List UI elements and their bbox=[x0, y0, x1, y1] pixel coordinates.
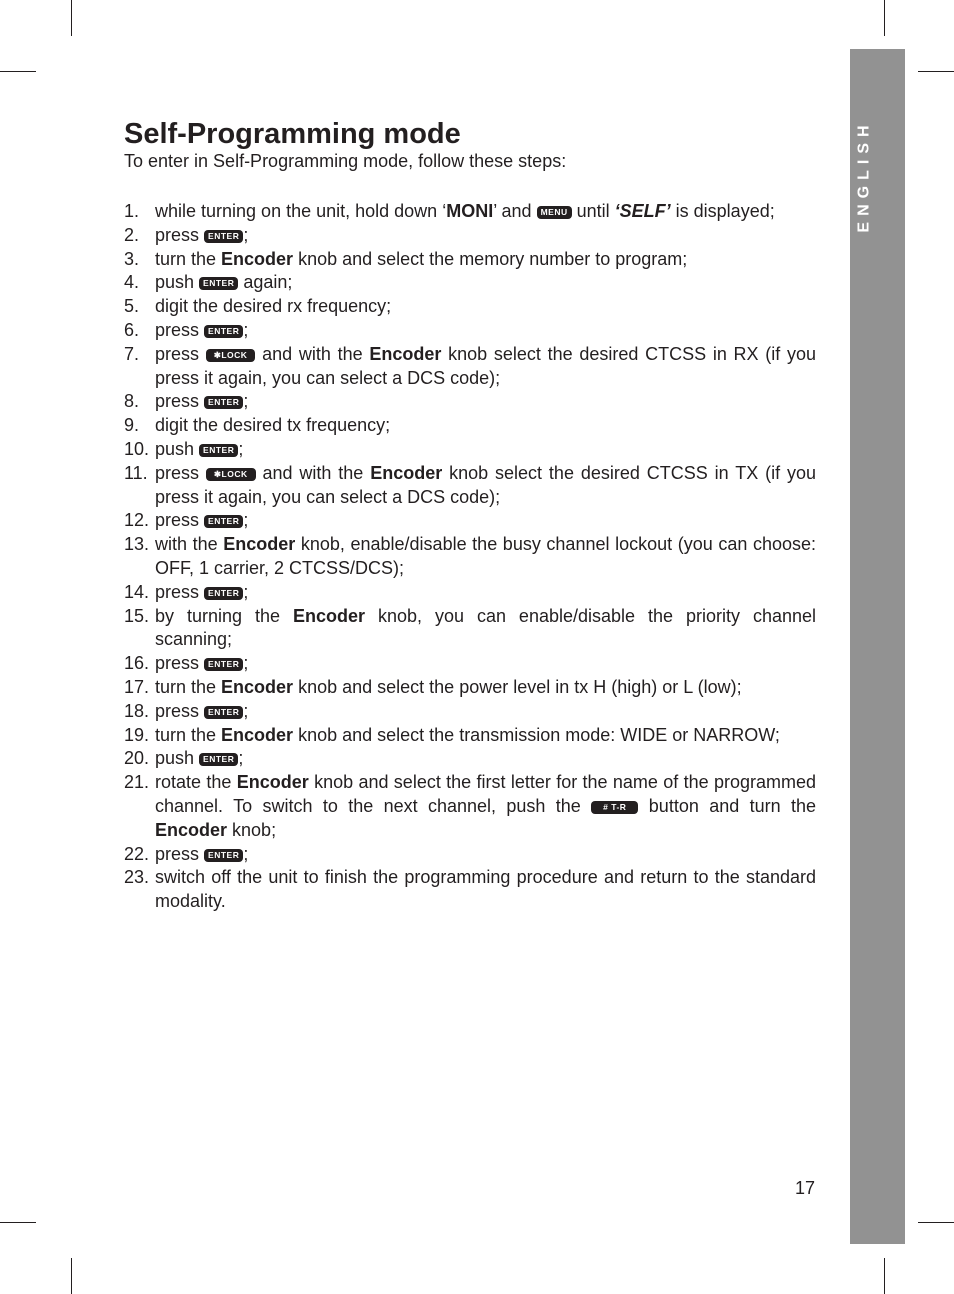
step-item bbox=[124, 676, 816, 700]
text-run: ; bbox=[243, 391, 249, 412]
tr-key-icon: # T-R bbox=[591, 801, 638, 814]
text-run: turn the bbox=[155, 676, 222, 697]
enter-key-icon: ENTER bbox=[204, 849, 243, 862]
text-run: press bbox=[155, 319, 205, 340]
step-text bbox=[155, 414, 816, 438]
text-run: ; bbox=[243, 581, 249, 602]
bold-term: Encoder bbox=[370, 462, 443, 483]
step-number: 3. bbox=[124, 248, 140, 269]
bold-term: Encoder bbox=[155, 819, 228, 840]
step-text bbox=[155, 248, 816, 272]
step-number: 18. bbox=[124, 700, 150, 721]
text-run: push bbox=[155, 748, 200, 769]
crop-mark-bottom-left-h bbox=[0, 1222, 36, 1223]
step-text bbox=[155, 747, 816, 771]
step-item bbox=[124, 200, 816, 224]
step-number: 8. bbox=[124, 391, 140, 412]
crop-mark-top-left bbox=[71, 0, 72, 36]
step-number: 5. bbox=[124, 296, 140, 317]
text-run: turn the bbox=[155, 248, 222, 269]
step-text bbox=[155, 200, 816, 224]
text-run: ; bbox=[238, 748, 244, 769]
text-run: press bbox=[155, 653, 205, 674]
bold-italic-term: ‘SELF’ bbox=[614, 201, 671, 221]
lock-key-icon: ✱LOCK bbox=[206, 349, 256, 362]
text-run: rotate the bbox=[155, 772, 237, 793]
step-item bbox=[124, 509, 816, 533]
step-number: 14. bbox=[124, 581, 150, 602]
crop-mark-top-left-h bbox=[0, 71, 36, 72]
step-item bbox=[124, 581, 816, 605]
text-run: push bbox=[155, 438, 200, 459]
step-item bbox=[124, 271, 816, 295]
text-run: knob and select the power level in tx H (high) or L (low); bbox=[293, 676, 742, 697]
step-number: 16. bbox=[124, 653, 150, 674]
step-number: 7. bbox=[124, 343, 140, 364]
text-run: and with the bbox=[255, 343, 370, 364]
crop-mark-bottom-left bbox=[71, 1258, 72, 1294]
step-item bbox=[124, 319, 816, 343]
step-text bbox=[155, 843, 816, 867]
text-run: ; bbox=[243, 319, 249, 340]
text-run: ; bbox=[243, 224, 249, 245]
bold-term: MONI bbox=[446, 201, 494, 221]
step-item bbox=[124, 724, 816, 748]
text-run: knob and select the transmission mode: WIDE or NARROW; bbox=[293, 724, 780, 745]
step-item bbox=[124, 295, 816, 319]
lock-key-icon: ✱LOCK bbox=[206, 468, 256, 481]
text-run: again; bbox=[238, 272, 293, 293]
step-number: 12. bbox=[124, 510, 150, 531]
text-run: with the bbox=[155, 534, 224, 555]
text-run: press bbox=[155, 581, 205, 602]
step-text bbox=[155, 866, 816, 914]
page-number: 17 bbox=[795, 1178, 816, 1198]
text-run: ; bbox=[243, 700, 249, 721]
enter-key-icon: ENTER bbox=[199, 444, 238, 457]
step-item bbox=[124, 462, 816, 510]
enter-key-icon: ENTER bbox=[204, 587, 243, 600]
step-text bbox=[155, 509, 816, 533]
text-run: press bbox=[155, 700, 205, 721]
text-run: button and turn the bbox=[638, 795, 816, 816]
menu-key-icon: MENU bbox=[537, 206, 572, 219]
enter-key-icon: ENTER bbox=[204, 230, 243, 243]
step-number: 11. bbox=[124, 462, 148, 483]
enter-key-icon: ENTER bbox=[204, 396, 243, 409]
step-item bbox=[124, 843, 816, 867]
enter-key-icon: ENTER bbox=[199, 277, 238, 290]
text-run: ’ and bbox=[493, 201, 537, 221]
text-run: digit the desired rx frequency; bbox=[155, 296, 392, 317]
text-run: press bbox=[155, 224, 205, 245]
step-text bbox=[155, 605, 816, 653]
text-run: and with the bbox=[255, 462, 371, 483]
bold-term: Encoder bbox=[221, 676, 294, 697]
step-item bbox=[124, 414, 816, 438]
text-run: press bbox=[155, 462, 206, 483]
text-run: knob and select the memory number to program; bbox=[293, 248, 688, 269]
step-number: 6. bbox=[124, 319, 140, 340]
text-run: ; bbox=[238, 438, 244, 459]
enter-key-icon: ENTER bbox=[204, 515, 243, 528]
step-item bbox=[124, 224, 816, 248]
step-text bbox=[155, 652, 816, 676]
step-item bbox=[124, 343, 816, 391]
page-title: Self-Programming mode bbox=[124, 118, 461, 150]
enter-key-icon: ENTER bbox=[204, 325, 243, 338]
step-item bbox=[124, 533, 816, 581]
step-text bbox=[155, 438, 816, 462]
step-item bbox=[124, 605, 816, 653]
text-run: knob; bbox=[227, 819, 277, 840]
crop-mark-top-right bbox=[884, 0, 885, 36]
text-run: knob select the desired CTCSS in TX (if you press it again, you can select a DCS code); bbox=[155, 462, 816, 507]
step-number: 20. bbox=[124, 748, 150, 769]
step-item bbox=[124, 248, 816, 272]
step-text bbox=[155, 462, 816, 510]
text-run: switch off the unit to finish the programming procedure and return to the standard modality. bbox=[155, 867, 816, 912]
enter-key-icon: ENTER bbox=[199, 753, 238, 766]
intro-text: To enter in Self-Programming mode, follow these steps: bbox=[124, 151, 567, 171]
text-run: ; bbox=[243, 510, 249, 531]
step-text bbox=[155, 533, 816, 581]
bold-term: Encoder bbox=[223, 534, 296, 555]
crop-mark-bottom-right-h bbox=[918, 1222, 954, 1223]
step-text bbox=[155, 676, 816, 700]
step-number: 15. bbox=[124, 605, 150, 626]
step-number: 1. bbox=[124, 201, 140, 221]
text-run: digit the desired tx frequency; bbox=[155, 415, 391, 436]
step-number: 21. bbox=[124, 772, 150, 793]
step-number: 9. bbox=[124, 415, 140, 436]
text-run: ; bbox=[243, 843, 249, 864]
text-run: ; bbox=[243, 653, 249, 674]
step-text bbox=[155, 271, 816, 295]
text-run: press bbox=[155, 391, 205, 412]
language-side-label-box bbox=[850, 120, 880, 232]
step-item bbox=[124, 866, 816, 914]
step-number: 2. bbox=[124, 224, 140, 245]
step-number: 4. bbox=[124, 272, 140, 293]
step-text bbox=[155, 771, 816, 842]
text-run: press bbox=[155, 510, 205, 531]
text-run: press bbox=[155, 343, 206, 364]
step-number: 22. bbox=[124, 843, 150, 864]
text-run: while turning on the unit, hold down ‘ bbox=[155, 201, 447, 221]
language-label: ENGLISH bbox=[856, 119, 873, 233]
step-number: 17. bbox=[124, 676, 150, 697]
step-item bbox=[124, 390, 816, 414]
step-text bbox=[155, 700, 816, 724]
step-item bbox=[124, 747, 816, 771]
step-text bbox=[155, 724, 816, 748]
text-run: push bbox=[155, 272, 200, 293]
step-item bbox=[124, 438, 816, 462]
text-run: turn the bbox=[155, 724, 222, 745]
step-number: 10. bbox=[124, 438, 150, 459]
bold-term: Encoder bbox=[369, 343, 442, 364]
step-item bbox=[124, 652, 816, 676]
crop-mark-top-right-h bbox=[918, 71, 954, 72]
text-run: knob and select the first letter for the name of the programmed channel. To switch to the next channel, push the bbox=[155, 772, 816, 816]
step-text bbox=[155, 581, 816, 605]
steps-list bbox=[124, 200, 816, 914]
step-text bbox=[155, 390, 816, 414]
bold-term: Encoder bbox=[236, 772, 309, 793]
text-run: press bbox=[155, 843, 205, 864]
enter-key-icon: ENTER bbox=[204, 658, 243, 671]
crop-mark-bottom-right bbox=[884, 1258, 885, 1294]
step-number: 19. bbox=[124, 724, 150, 745]
step-text bbox=[155, 224, 816, 248]
enter-key-icon: ENTER bbox=[204, 706, 243, 719]
step-number: 23. bbox=[124, 867, 150, 888]
text-run: knob, you can enable/disable the priority channel scanning; bbox=[155, 605, 816, 650]
step-number: 13. bbox=[124, 534, 150, 555]
bold-term: Encoder bbox=[292, 605, 365, 626]
text-run: knob, enable/disable the busy channel lockout (you can choose: OFF, 1 carrier, 2 CTCSS/DCS); bbox=[155, 534, 816, 578]
step-text bbox=[155, 319, 816, 343]
step-text bbox=[155, 295, 816, 319]
text-run: until bbox=[571, 201, 615, 221]
text-run: by turning the bbox=[155, 605, 293, 626]
text-run: knob select the desired CTCSS in RX (if you press it again, you can select a DCS code); bbox=[155, 343, 816, 388]
text-run: is displayed; bbox=[670, 201, 775, 221]
bold-term: Encoder bbox=[221, 248, 294, 269]
step-text bbox=[155, 343, 816, 391]
bold-term: Encoder bbox=[221, 724, 294, 745]
step-item bbox=[124, 700, 816, 724]
step-item bbox=[124, 771, 816, 842]
